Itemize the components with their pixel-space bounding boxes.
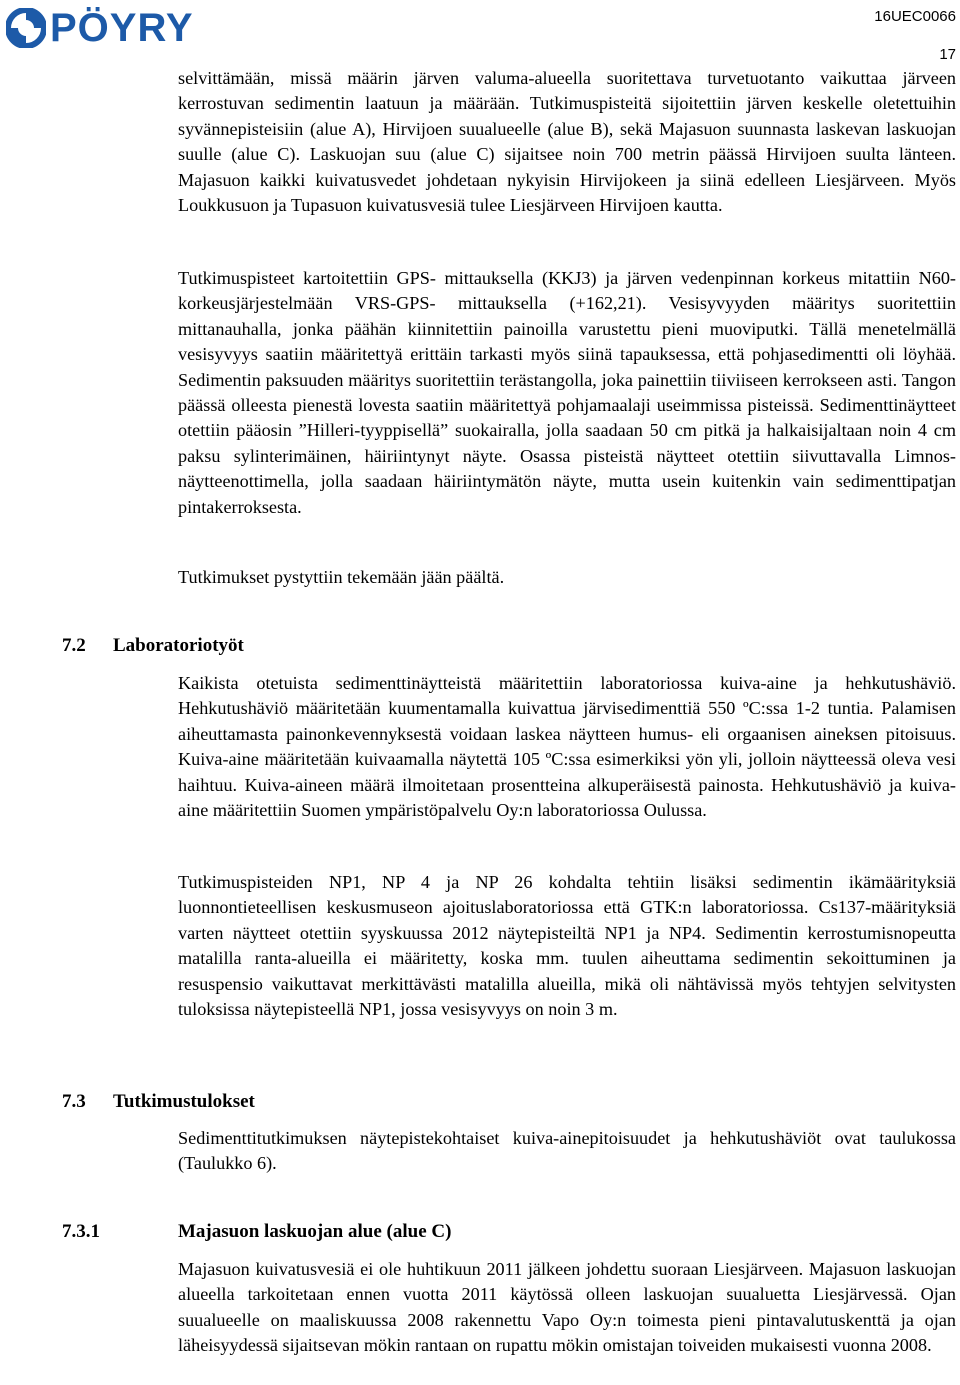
paragraph-text: Sedimenttitutkimuksen näytepistekohtaiset kuiva-ainepitoisuudet ja hehkutushäviöt ovat taulukossa (Taulukko 6). (178, 1128, 956, 1174)
poyry-swirl-icon (6, 8, 46, 48)
section-title: Tutkimustulokset (113, 1091, 255, 1112)
section-title: Majasuon laskuojan alue (alue C) (178, 1221, 452, 1242)
paragraph-text: Kaikista otetuista sedimenttinäytteistä määritettiin laboratoriossa kuiva-aine ja hehkutushäviö. Hehkutushäviö määritetään kuumentamalla kuivattua järvisedimenttiä 550 ºC:ssa 1-2 tuntia. Palamisen aiheuttamasta painonkevennyksestä voidaan laskea näytteen humus- eli orgaanisen aineksen pitoisuus. Kuiva-aine määritetään kuivaamalla näytettä 105 ºC:ssa esimerkiksi yön yli, jolloin näytteessä oleva vesi haihtuu. Kuiva-aineen määrä ilmoitetaan prosentteina alkuperäisestä painosta. Hehkutushäviö ja kuiva-aine määritettiin Suomen ympäristöpalvelu Oy:n laboratoriossa Oulussa. (178, 673, 956, 821)
paragraph-ice (178, 565, 956, 590)
company-logo (6, 6, 194, 50)
paragraph-lab-analysis (178, 671, 956, 823)
document-code: 16UEC0066 (874, 8, 956, 25)
paragraph-results-table (178, 1126, 956, 1177)
paragraph-majasuo (178, 1257, 956, 1359)
section-heading-7-3-1 (62, 1221, 451, 1243)
section-heading-7-3 (62, 1091, 255, 1113)
section-number: 7.3 (62, 1091, 86, 1112)
paragraph-text: Majasuon kuivatusvesiä ei ole huhtikuun 2011 jälkeen johdettu suoraan Liesjärveen. Majasuon laskuojan alueella tarkoitetaan ennen vuotta 2011 käytössä olleen laskuojan suualuetta Liesjärvessä. Ojan suualueelle on maaliskuussa 2008 rakennettu Vapo Oy:n toimesta pieni pintavalutuskenttä ja ojan läheisyydessä sijaitsevan mökin rantaan on rupattu mökin omistajan toiveiden mukaisesti vuonna 2008. (178, 1259, 956, 1356)
paragraph-study-areas (178, 66, 956, 218)
paragraph-dating (178, 870, 956, 1022)
paragraph-text: Tutkimukset pystyttiin tekemään jään päältä. (178, 567, 505, 587)
section-number: 7.3.1 (62, 1221, 100, 1242)
paragraph-text: Tutkimuspisteet kartoitettiin GPS- mittauksella (KKJ3) ja järven vedenpinnan korkeus mitattiin N60- korkeusjärjestelmään VRS-GPS- mittauksella (+162,21). Vesisyvyyden määritys suoritettiin mittanauhalla, jonka päähän kiinnitettiin painoilla varustettu pieni muoviputki. Tällä menetelmällä vesisyvyys saatiin määritettyä erittäin tarkasti myös siinä tapauksessa, että pohjasedimentti oli löyhää. Sedimentin paksuuden määritys suoritettiin terästangolla, joka painettiin tiiviiseen kerrokseen asti. Tangon päässä olleesta pienestä lovesta saatiin määritettyä pohjamaalaji useimmissa pisteissä. Sedimenttinäytteet otettiin pääosin ”Hilleri-tyyppisellä” suokairalla, jolla saadaan 50 cm pitkä ja halkaisijaltaan noin 4 cm paksu sylinterimäinen, häiriintynyt näyte. Osassa pisteistä näytteet otettiin siivuttavalla Limnos-näytteenottimella, jolla saadaan häiriintymätön näyte, mutta usein kuitenkin vain sedimenttipatjan pintakerroksesta. (178, 268, 956, 517)
logo-text: PÖYRY (50, 6, 194, 50)
paragraph-methods (178, 266, 956, 520)
section-heading-7-2 (62, 635, 244, 657)
paragraph-text: selvittämään, missä määrin järven valuma-alueella suoritettava turvetuotanto vaikuttaa järveen kerrostuvan sedimentin laatuun ja määrään. Tutkimuspisteitä sijoitettiin järven keskelle oletettuihin syvännepisteisiin (alue A), Hirvijoen suualueelle (alue B), sekä Majasuon suunnasta laskevan laskuojan suulle (alue C). Laskuojan suu (alue C) sijaitsee noin 700 metrin päässä Hirvijoen suulta länteen. Majasuon kaikki kuivatusvedet johdetaan nykyisin Hirvijokeen ja siinä edelleen Liesjärveen. Myös Loukkusuon ja Tupasuon kuivatusvesiä tulee Liesjärveen Hirvijoen kautta. (178, 68, 956, 216)
page-number: 17 (939, 46, 956, 63)
paragraph-text: Tutkimuspisteiden NP1, NP 4 ja NP 26 kohdalta tehtiin lisäksi sedimentin ikämäärityksiä luonnontieteellisen keskusmuseon ajoituslaboratoriossa että GTK:n laboratoriossa. Cs137-määrityksiä varten näytteet otettiin syyskuussa 2012 näytepisteiltä NP1 ja NP4. Sedimentin kerrostumisnopeutta matalilla ranta-alueilla ei määritetty, koska mm. tuulen aiheuttama sedimentin sekoittuminen ja resuspensio vaikuttavat merkittävästi matalilla alueilla, mikä oli nähtävissä myös tehtyjen selvitysten tuloksissa näytepisteellä NP1, jossa vesisyvyys on noin 3 m. (178, 872, 956, 1020)
section-number: 7.2 (62, 635, 86, 656)
section-title: Laboratoriotyöt (113, 635, 244, 656)
